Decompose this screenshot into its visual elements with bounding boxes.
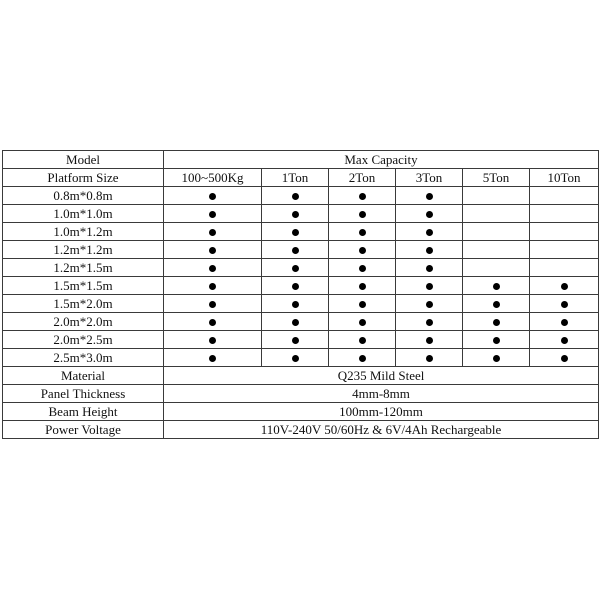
availability-dot-icon — [292, 301, 299, 308]
availability-dot-icon — [493, 283, 500, 290]
model-header-cell: Model — [3, 151, 164, 169]
capacity-cell — [530, 259, 599, 277]
capacity-cell — [262, 349, 329, 367]
platform-row — [3, 223, 599, 241]
capacity-cell — [262, 259, 329, 277]
capacity-cell — [396, 313, 463, 331]
capacity-cell — [262, 241, 329, 259]
availability-dot-icon — [209, 265, 216, 272]
spec-value-cell: 4mm-8mm — [164, 385, 599, 403]
spec-value-cell: 100mm-120mm — [164, 403, 599, 421]
capacity-cell — [396, 187, 463, 205]
platform-size-cell: 2.0m*2.0m — [3, 313, 164, 331]
platform-row — [3, 295, 599, 313]
availability-dot-icon — [426, 301, 433, 308]
spec-row — [3, 385, 599, 403]
availability-dot-icon — [209, 355, 216, 362]
capacity-cell — [262, 223, 329, 241]
availability-dot-icon — [493, 355, 500, 362]
table-body — [3, 151, 599, 439]
availability-dot-icon — [426, 283, 433, 290]
availability-dot-icon — [209, 301, 216, 308]
platform-size-cell: 1.2m*1.5m — [3, 259, 164, 277]
platform-size-header-cell: Platform Size — [3, 169, 164, 187]
availability-dot-icon — [359, 283, 366, 290]
capacity-cell — [262, 187, 329, 205]
availability-dot-icon — [493, 319, 500, 326]
capacity-header-cell: 10Ton — [530, 169, 599, 187]
capacity-cell — [164, 205, 262, 223]
capacity-cell — [329, 223, 396, 241]
capacity-cell — [262, 331, 329, 349]
capacity-cell — [396, 241, 463, 259]
platform-size-cell: 1.5m*1.5m — [3, 277, 164, 295]
availability-dot-icon — [561, 283, 568, 290]
capacity-cell — [530, 313, 599, 331]
spec-value-cell: 110V-240V 50/60Hz & 6V/4Ah Rechargeable — [164, 421, 599, 439]
availability-dot-icon — [292, 337, 299, 344]
availability-dot-icon — [292, 211, 299, 218]
capacity-header-cell: 3Ton — [396, 169, 463, 187]
availability-dot-icon — [359, 247, 366, 254]
platform-size-cell: 1.0m*1.2m — [3, 223, 164, 241]
availability-dot-icon — [359, 355, 366, 362]
availability-dot-icon — [493, 301, 500, 308]
availability-dot-icon — [292, 247, 299, 254]
platform-row — [3, 241, 599, 259]
capacity-cell — [530, 223, 599, 241]
capacity-cell — [463, 349, 530, 367]
availability-dot-icon — [209, 229, 216, 236]
capacity-cell — [164, 277, 262, 295]
availability-dot-icon — [209, 211, 216, 218]
spec-name-cell: Power Voltage — [3, 421, 164, 439]
specification-table — [2, 150, 599, 439]
spec-row — [3, 403, 599, 421]
platform-row — [3, 205, 599, 223]
availability-dot-icon — [561, 337, 568, 344]
availability-dot-icon — [209, 319, 216, 326]
capacity-header-cell: 100~500Kg — [164, 169, 262, 187]
capacity-cell — [530, 187, 599, 205]
availability-dot-icon — [426, 247, 433, 254]
spec-name-cell: Beam Height — [3, 403, 164, 421]
platform-size-cell: 2.0m*2.5m — [3, 331, 164, 349]
availability-dot-icon — [209, 283, 216, 290]
capacity-cell — [329, 313, 396, 331]
capacity-cell — [396, 349, 463, 367]
availability-dot-icon — [426, 265, 433, 272]
platform-row — [3, 331, 599, 349]
availability-dot-icon — [426, 337, 433, 344]
platform-size-cell: 0.8m*0.8m — [3, 187, 164, 205]
spec-value-cell: Q235 Mild Steel — [164, 367, 599, 385]
max-capacity-header-cell: Max Capacity — [164, 151, 599, 169]
availability-dot-icon — [359, 211, 366, 218]
capacity-header-cell: 1Ton — [262, 169, 329, 187]
capacity-cell — [463, 295, 530, 313]
spec-name-cell: Material — [3, 367, 164, 385]
platform-row — [3, 259, 599, 277]
availability-dot-icon — [359, 301, 366, 308]
availability-dot-icon — [426, 211, 433, 218]
availability-dot-icon — [209, 193, 216, 200]
capacity-cell — [463, 277, 530, 295]
availability-dot-icon — [359, 337, 366, 344]
spec-row — [3, 367, 599, 385]
availability-dot-icon — [426, 319, 433, 326]
capacity-cell — [530, 205, 599, 223]
capacity-cell — [463, 187, 530, 205]
capacity-cell — [463, 205, 530, 223]
platform-size-cell: 1.2m*1.2m — [3, 241, 164, 259]
platform-size-cell: 2.5m*3.0m — [3, 349, 164, 367]
availability-dot-icon — [209, 337, 216, 344]
availability-dot-icon — [426, 355, 433, 362]
capacity-cell — [329, 187, 396, 205]
capacity-cell — [530, 277, 599, 295]
availability-dot-icon — [561, 355, 568, 362]
capacity-cell — [530, 349, 599, 367]
capacity-cell — [396, 223, 463, 241]
capacity-cell — [164, 349, 262, 367]
capacity-cell — [164, 223, 262, 241]
capacity-cell — [164, 187, 262, 205]
capacity-cell — [396, 295, 463, 313]
availability-dot-icon — [292, 229, 299, 236]
capacity-cell — [396, 277, 463, 295]
capacity-cell — [262, 277, 329, 295]
capacity-cell — [396, 331, 463, 349]
availability-dot-icon — [292, 193, 299, 200]
capacity-cell — [463, 331, 530, 349]
platform-size-cell: 1.5m*2.0m — [3, 295, 164, 313]
spec-row — [3, 421, 599, 439]
capacity-cell — [463, 313, 530, 331]
availability-dot-icon — [561, 301, 568, 308]
platform-row — [3, 187, 599, 205]
capacity-cell — [396, 205, 463, 223]
capacity-cell — [164, 331, 262, 349]
availability-dot-icon — [359, 265, 366, 272]
availability-dot-icon — [292, 355, 299, 362]
capacity-cell — [262, 313, 329, 331]
capacity-cell — [164, 313, 262, 331]
header-row-capacities — [3, 169, 599, 187]
capacity-cell — [396, 259, 463, 277]
capacity-cell — [329, 331, 396, 349]
availability-dot-icon — [209, 247, 216, 254]
capacity-cell — [463, 241, 530, 259]
capacity-cell — [329, 205, 396, 223]
capacity-cell — [262, 295, 329, 313]
capacity-cell — [329, 277, 396, 295]
capacity-cell — [463, 259, 530, 277]
capacity-cell — [329, 259, 396, 277]
capacity-cell — [329, 349, 396, 367]
capacity-cell — [164, 259, 262, 277]
capacity-cell — [530, 331, 599, 349]
availability-dot-icon — [426, 193, 433, 200]
availability-dot-icon — [359, 319, 366, 326]
availability-dot-icon — [292, 283, 299, 290]
spec-name-cell: Panel Thickness — [3, 385, 164, 403]
availability-dot-icon — [561, 319, 568, 326]
platform-size-cell: 1.0m*1.0m — [3, 205, 164, 223]
capacity-cell — [164, 295, 262, 313]
capacity-header-cell: 2Ton — [329, 169, 396, 187]
header-row-model — [3, 151, 599, 169]
capacity-cell — [329, 241, 396, 259]
capacity-cell — [329, 295, 396, 313]
capacity-cell — [530, 295, 599, 313]
availability-dot-icon — [292, 265, 299, 272]
capacity-cell — [164, 241, 262, 259]
capacity-cell — [530, 241, 599, 259]
availability-dot-icon — [493, 337, 500, 344]
capacity-cell — [463, 223, 530, 241]
availability-dot-icon — [359, 193, 366, 200]
capacity-cell — [262, 205, 329, 223]
platform-row — [3, 349, 599, 367]
availability-dot-icon — [292, 319, 299, 326]
availability-dot-icon — [359, 229, 366, 236]
availability-dot-icon — [426, 229, 433, 236]
platform-row — [3, 277, 599, 295]
platform-row — [3, 313, 599, 331]
capacity-header-cell: 5Ton — [463, 169, 530, 187]
